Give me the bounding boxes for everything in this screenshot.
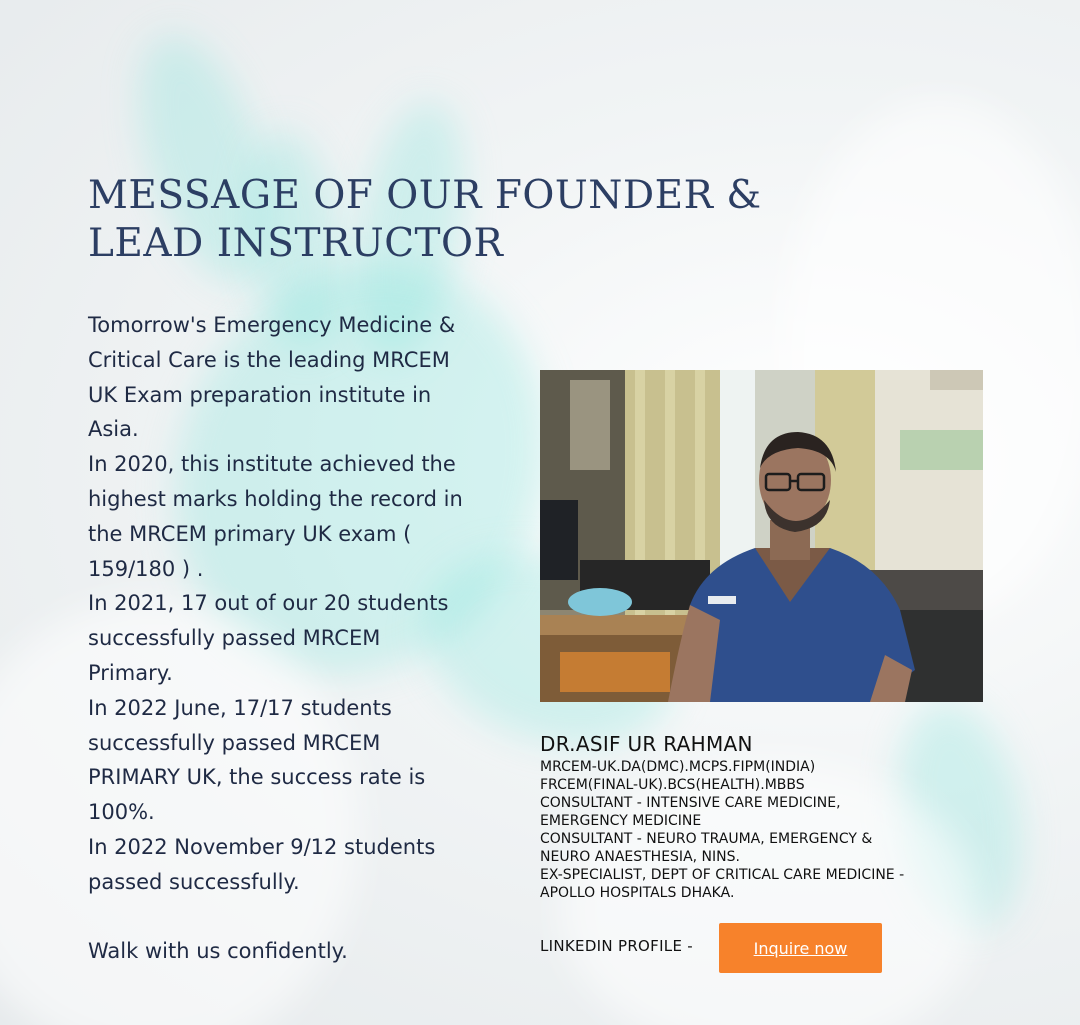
message-line: In 2021, 17 out of our 20 students [88, 591, 449, 616]
page-title [88, 172, 808, 268]
message-line: In 2020, this institute achieved the [88, 452, 456, 477]
message-line: Critical Care is the leading MRCEM [88, 347, 450, 372]
credential-line: CONSULTANT - NEURO TRAUMA, EMERGENCY & [540, 831, 873, 847]
closing-line: Walk with us confidently. [88, 939, 348, 964]
credential-line: NEURO ANAESTHESIA, NINS. [540, 849, 740, 865]
message-line: In 2022 November 9/12 students [88, 834, 436, 859]
message-line: the MRCEM primary UK exam ( [88, 521, 412, 546]
credential-line: MRCEM-UK.DA(DMC).MCPS.FIPM(INDIA) [540, 759, 816, 775]
doctor-name: DR.ASIF UR RAHMAN [540, 732, 753, 756]
message-line: successfully passed MRCEM [88, 730, 381, 755]
message-line: 100%. [88, 800, 155, 825]
title-line: MESSAGE OF OUR FOUNDER & [88, 173, 762, 218]
credential-line: FRCEM(FINAL-UK).BCS(HEALTH).MBBS [540, 777, 805, 793]
doctor-credentials [540, 758, 1000, 902]
message-line: Primary. [88, 660, 173, 685]
credential-line: EMERGENCY MEDICINE [540, 813, 702, 829]
message-line: Tomorrow's Emergency Medicine & [88, 313, 456, 337]
message-line: highest marks holding the record in [88, 486, 463, 511]
doctor-photo [540, 370, 983, 702]
message-line: successfully passed MRCEM [88, 626, 381, 651]
message-line: Asia. [88, 417, 139, 442]
inquire-now-button[interactable]: Inquire now [719, 923, 882, 973]
message-line: PRIMARY UK, the success rate is [88, 765, 426, 790]
credential-line: EX-SPECIALIST, DEPT OF CRITICAL CARE MEDICINE - [540, 867, 905, 883]
linkedin-profile-link[interactable]: LINKEDIN PROFILE - [540, 937, 694, 955]
credential-line: APOLLO HOSPITALS DHAKA. [540, 885, 735, 901]
title-line: LEAD INSTRUCTOR [88, 221, 504, 266]
message-line: UK Exam preparation institute in [88, 382, 432, 407]
message-line: In 2022 June, 17/17 students [88, 695, 392, 720]
message-line: passed successfully. [88, 869, 300, 894]
credential-line: CONSULTANT - INTENSIVE CARE MEDICINE, [540, 795, 841, 811]
founder-message [88, 308, 498, 969]
message-line: 159/180 ) . [88, 556, 204, 581]
